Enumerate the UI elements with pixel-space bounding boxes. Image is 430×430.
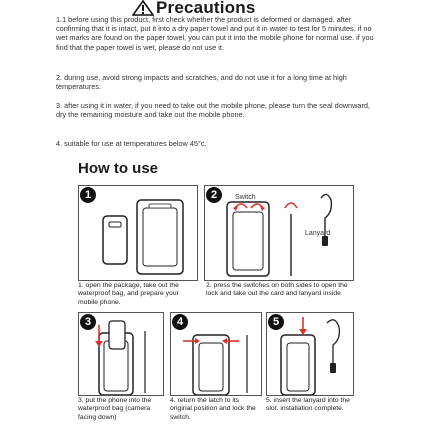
step-1-caption: 1. open the package, take out the waterproof bag, and prepare your mobile phone. — [78, 282, 179, 306]
switch-label: Switch — [235, 194, 256, 201]
step-4-panel — [170, 312, 262, 396]
step-1-badge: 1 — [80, 187, 96, 203]
precaution-2: 2. during use, avoid strong impacts and scratches, and do not use it for a long time at high temperatures. — [56, 73, 347, 92]
step-2-illustration — [205, 186, 354, 281]
how-to-use-title: How to use — [78, 160, 159, 177]
warning-triangle-icon — [132, 0, 154, 16]
precaution-4: 4. suitable for use at temperatures below 45°c. — [56, 139, 207, 148]
precautions-list — [56, 15, 376, 151]
page-title: Precautions — [156, 0, 256, 17]
step-3-panel — [78, 312, 164, 396]
step-1-illustration — [79, 186, 198, 281]
step-2-caption: 2. press the switches on both sides to open the lock and take out the card and lanyard inside — [206, 282, 348, 298]
step-2-badge: 2 — [206, 187, 222, 203]
step-4-caption: 4. return the latch to its original position and lock the switch. — [170, 397, 256, 421]
precautions-header — [0, 0, 430, 16]
step-3-caption: 3. put the phone into the waterproof bag (camera facing down) — [78, 397, 152, 421]
step-2-panel — [204, 185, 354, 281]
step-4-badge: 4 — [172, 314, 188, 330]
step-5-caption: 5. insert the lanyard into the slot. installation complete. — [266, 397, 350, 413]
precaution-3: 3. after using it in water, if you need to take out the mobile phone, please turn the seal downward, dry the remaining moisture and take out the mobile phone. — [56, 101, 370, 120]
step-1-panel — [78, 185, 198, 281]
step-5-badge: 5 — [268, 314, 284, 330]
precaution-1: 1.1 before using this product, first check whether the product is deformed or damaged. after confirming that it is intact, put it into a dry paper towel and put it in water to test for 5 minutes. if no wet marks are found on the paper towel, you can put it into the mobile phone for normal use. if you find that the paper towel is wet, please do not use it. — [56, 15, 374, 52]
lanyard-label: Lanyard — [305, 230, 331, 237]
step-5-panel — [266, 312, 354, 396]
step-3-badge: 3 — [80, 314, 96, 330]
